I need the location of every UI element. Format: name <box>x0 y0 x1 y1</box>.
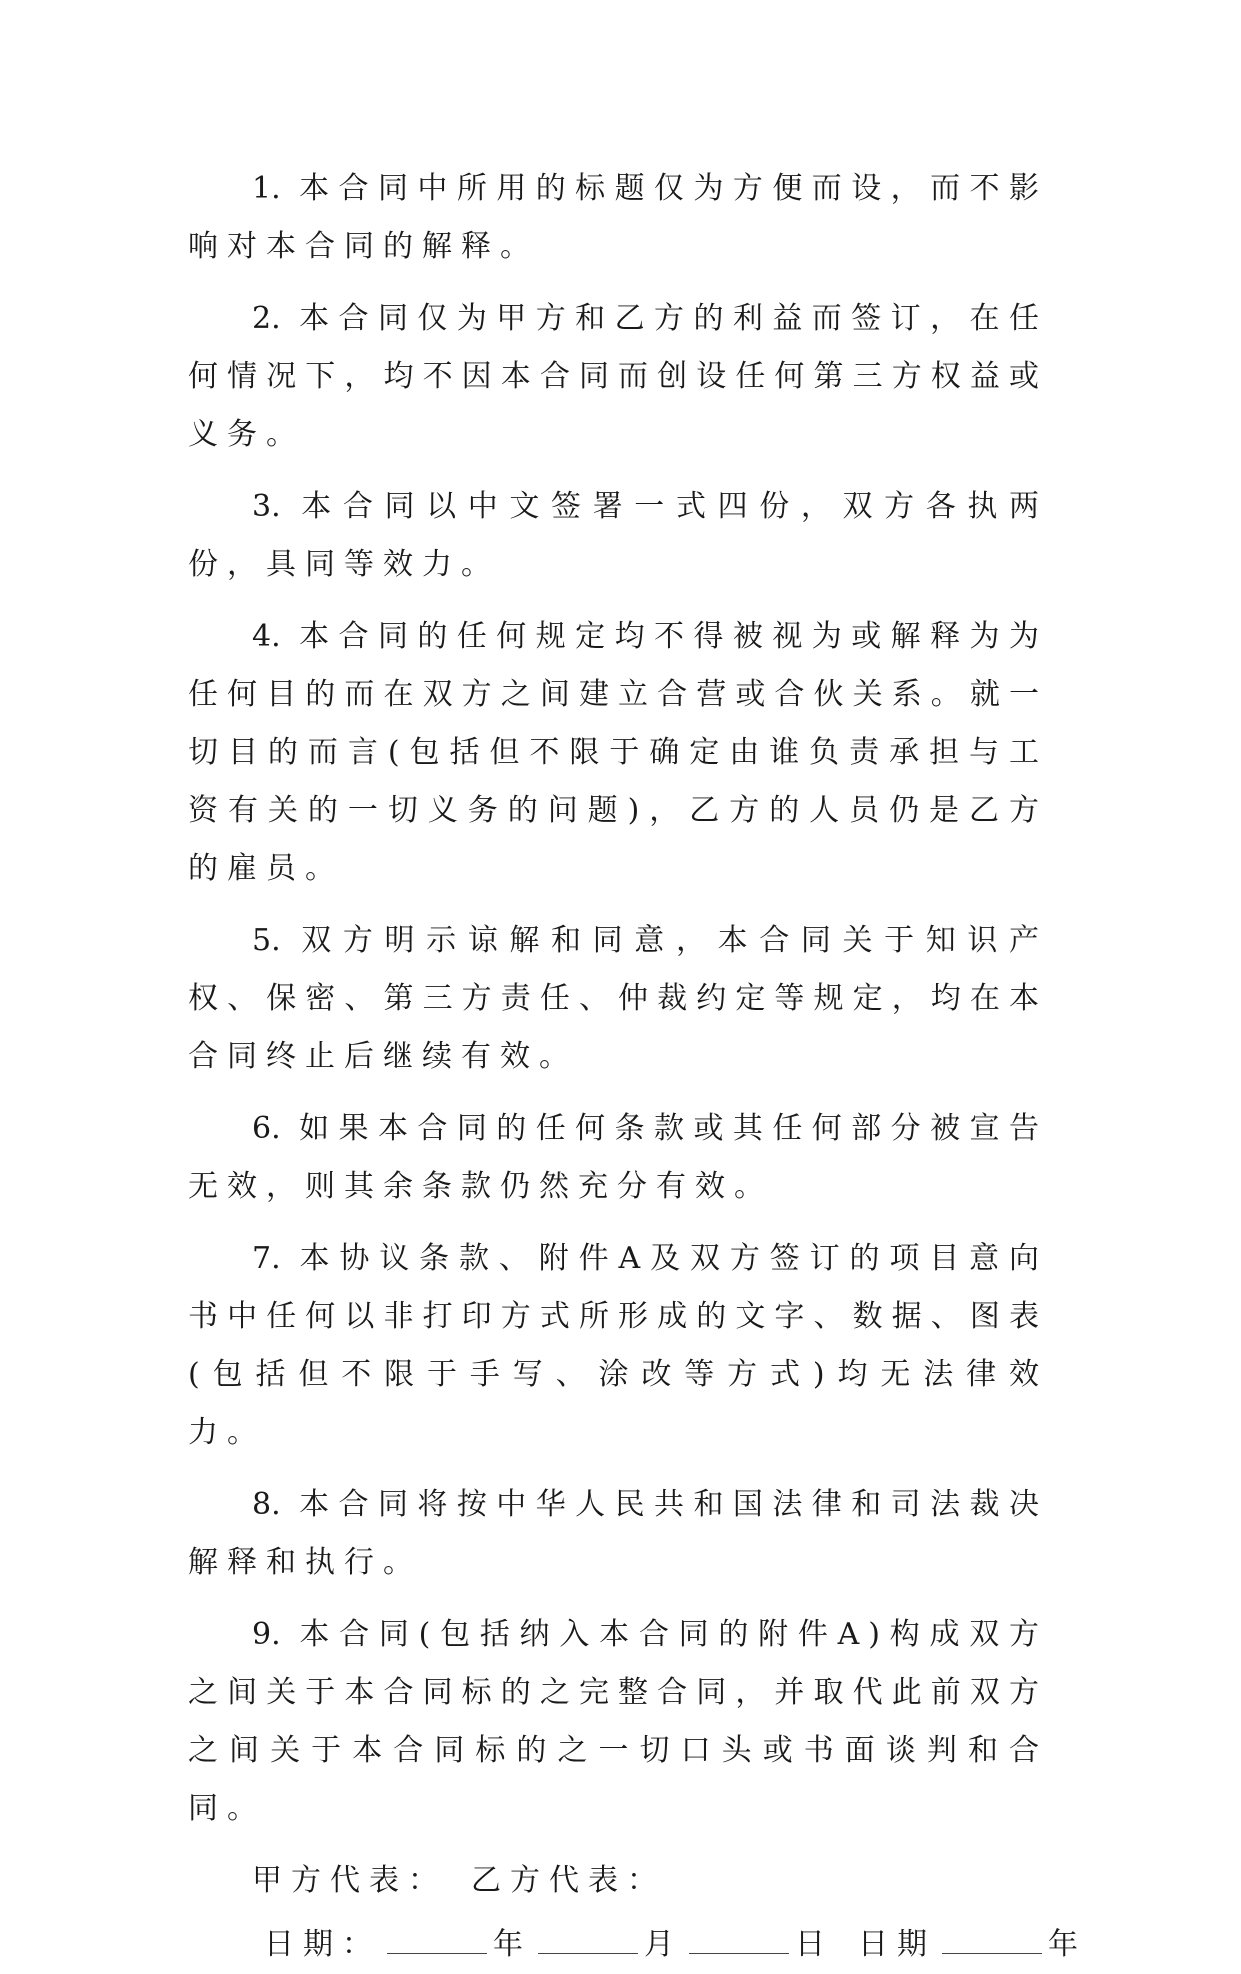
day-blank-a[interactable] <box>689 1917 789 1954</box>
clause-text: 本合同仅为甲方和乙方的利益而签订，在任何情况下，均不因本合同而创设任何第三方权益或义务。 <box>188 301 1048 452</box>
clause-text: 本协议条款、附件A及双方签订的项目意向书中任何以非打印方式所形成的文字、数据、图表 (包括但不限于手写、涂改等方式)均无法律效力。 <box>188 1241 1048 1450</box>
clause-number: 1. <box>252 171 281 206</box>
year-label-a: 年 <box>493 1927 532 1962</box>
party-b-representative-label: 乙方代表： <box>471 1863 666 1898</box>
clause-4 <box>188 608 1048 898</box>
clause-text: 如果本合同的任何条款或其任何部分被宣告无效，则其余条款仍然充分有效。 <box>188 1111 1048 1204</box>
clause-text: 双方明示谅解和同意，本合同关于知识产权、保密、第三方责任、仲裁约定等规定，均在本合同终止后继续有效。 <box>188 923 1048 1074</box>
clause-number: 3. <box>252 489 281 524</box>
party-a-representative-label: 甲方代表： <box>252 1863 447 1898</box>
clause-8 <box>188 1476 1048 1592</box>
clause-text: 本合同的任何规定均不得被视为或解释为为任何目的而在双方之间建立合营或合伙关系。就一切目的而言(包括但不限于确定由谁负责承担与工资有关的一切义务的问题)，乙方的人员仍是乙方的雇员。 <box>188 619 1048 886</box>
clause-2 <box>188 290 1048 464</box>
clause-3 <box>188 478 1048 594</box>
clause-text: 本合同将按中华人民共和国法律和司法裁决解释和执行。 <box>188 1487 1048 1580</box>
clause-number: 6. <box>252 1111 281 1146</box>
clause-number: 8. <box>252 1487 281 1522</box>
clause-6 <box>188 1100 1048 1216</box>
contract-body <box>188 160 1087 1974</box>
month-label-a: 月 <box>644 1927 683 1962</box>
clause-number: 7. <box>252 1241 281 1276</box>
day-label-a: 日 <box>795 1927 834 1962</box>
clause-1 <box>188 160 1048 276</box>
signature-line <box>188 1852 1048 1910</box>
clause-number: 9. <box>252 1617 281 1652</box>
clause-number: 2. <box>252 301 281 336</box>
clause-text: 本合同(包括纳入本合同的附件A)构成双方之间关于本合同标的之完整合同，并取代此前双方之间关于本合同标的之一切口头或书面谈判和合同。 <box>188 1617 1048 1826</box>
clause-number: 4. <box>252 619 281 654</box>
clause-5 <box>188 912 1048 1086</box>
year-blank-a[interactable] <box>387 1917 487 1954</box>
clause-text: 本合同中所用的标题仅为方便而设，而不影响对本合同的解释。 <box>188 171 1048 264</box>
clause-7 <box>188 1230 1048 1462</box>
clause-9 <box>188 1606 1048 1838</box>
date-label-a: 日期： <box>264 1927 381 1962</box>
date-label-b: 日期 <box>858 1927 936 1962</box>
month-blank-a[interactable] <box>538 1917 638 1954</box>
year-blank-b[interactable] <box>942 1917 1042 1954</box>
date-line <box>188 1916 1087 1974</box>
clause-number: 5. <box>252 923 281 958</box>
clause-text: 本合同以中文签署一式四份，双方各执两份，具同等效力。 <box>188 489 1048 582</box>
year-label-b: 年 <box>1048 1927 1087 1962</box>
